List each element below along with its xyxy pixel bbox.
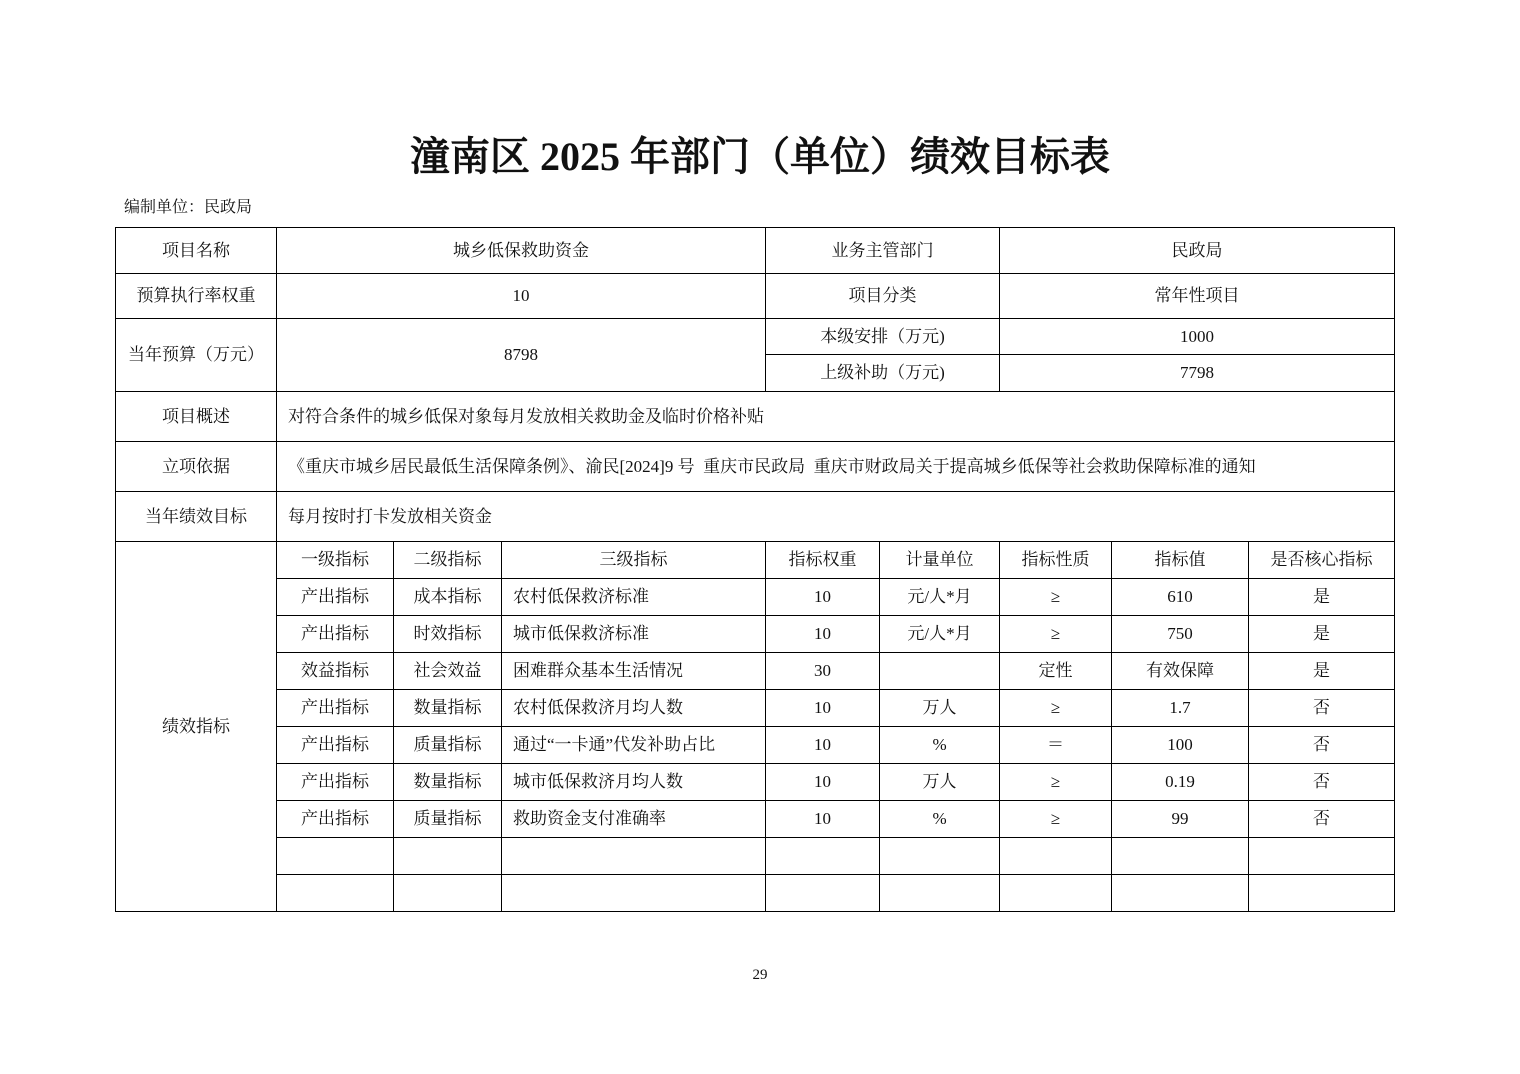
indicator-unit-cell: % — [880, 727, 1000, 764]
annual-budget-row — [116, 319, 1395, 355]
indicator-level1-cell: 产出指标 — [277, 690, 394, 727]
indicator-level1-cell — [277, 875, 394, 912]
indicator-level1-cell: 效益指标 — [277, 653, 394, 690]
indicator-nature-cell — [1000, 838, 1112, 875]
indicator-header-unit: 计量单位 — [880, 542, 1000, 579]
indicator-core-cell: 否 — [1249, 690, 1395, 727]
indicator-level2-cell: 社会效益 — [394, 653, 502, 690]
indicator-unit-cell: 万人 — [880, 764, 1000, 801]
upper-subsidy-label: 上级补助（万元) — [766, 355, 1000, 392]
annual-budget-label: 当年预算（万元） — [116, 319, 277, 392]
indicator-level3-cell: 救助资金支付准确率 — [502, 801, 766, 838]
indicator-nature-cell: ＝ — [1000, 727, 1112, 764]
page-title: 潼南区 2025 年部门（单位）绩效目标表 — [410, 134, 1110, 179]
indicator-level3-cell: 通过“一卡通”代发补助占比 — [502, 727, 766, 764]
indicator-row — [116, 838, 1395, 875]
indicator-unit-cell: 元/人*月 — [880, 579, 1000, 616]
indicator-core-cell: 是 — [1249, 579, 1395, 616]
indicator-level2-cell: 数量指标 — [394, 690, 502, 727]
project-name-value: 城乡低保救助资金 — [277, 228, 766, 274]
indicator-header-level2: 二级指标 — [394, 542, 502, 579]
indicator-value-cell: 1.7 — [1112, 690, 1249, 727]
indicator-unit-cell — [880, 838, 1000, 875]
project-overview-value: 对符合条件的城乡低保对象每月发放相关救助金及临时价格补贴 — [277, 392, 1395, 442]
indicator-level3-cell: 农村低保救济标准 — [502, 579, 766, 616]
indicator-row — [116, 764, 1395, 801]
annual-budget-value: 8798 — [277, 319, 766, 392]
indicator-value-cell — [1112, 838, 1249, 875]
project-category-label: 项目分类 — [766, 274, 1000, 319]
indicator-level2-cell — [394, 875, 502, 912]
indicator-unit-cell: 万人 — [880, 690, 1000, 727]
indicator-level1-cell: 产出指标 — [277, 616, 394, 653]
supervising-dept-value: 民政局 — [1000, 228, 1395, 274]
indicator-value-cell — [1112, 875, 1249, 912]
indicator-header-value: 指标值 — [1112, 542, 1249, 579]
budget-weight-row — [116, 274, 1395, 319]
project-overview-row — [116, 392, 1395, 442]
page-number: 29 — [752, 967, 768, 983]
indicator-level3-cell — [502, 875, 766, 912]
indicator-core-cell: 否 — [1249, 801, 1395, 838]
indicator-weight-cell: 10 — [766, 764, 880, 801]
indicator-level2-cell: 质量指标 — [394, 801, 502, 838]
indicator-weight-cell: 10 — [766, 616, 880, 653]
indicator-level2-cell — [394, 838, 502, 875]
indicator-value-cell: 0.19 — [1112, 764, 1249, 801]
indicator-nature-cell: ≥ — [1000, 801, 1112, 838]
indicator-core-cell: 是 — [1249, 653, 1395, 690]
indicator-level2-cell: 时效指标 — [394, 616, 502, 653]
indicator-level1-cell: 产出指标 — [277, 579, 394, 616]
local-allocation-label: 本级安排（万元) — [766, 319, 1000, 355]
indicator-weight-cell — [766, 875, 880, 912]
indicator-level1-cell: 产出指标 — [277, 764, 394, 801]
indicator-level2-cell: 数量指标 — [394, 764, 502, 801]
local-allocation-value: 1000 — [1000, 319, 1395, 355]
indicator-row — [116, 616, 1395, 653]
upper-subsidy-value: 7798 — [1000, 355, 1395, 392]
indicator-row — [116, 801, 1395, 838]
indicator-header-nature: 指标性质 — [1000, 542, 1112, 579]
indicator-level1-cell: 产出指标 — [277, 801, 394, 838]
indicator-core-cell: 否 — [1249, 764, 1395, 801]
indicator-level2-cell: 成本指标 — [394, 579, 502, 616]
project-name-label: 项目名称 — [116, 228, 277, 274]
indicator-header-level1: 一级指标 — [277, 542, 394, 579]
indicator-nature-cell — [1000, 875, 1112, 912]
project-overview-label: 项目概述 — [116, 392, 277, 442]
indicator-level3-cell: 城市低保救济月均人数 — [502, 764, 766, 801]
indicator-weight-cell — [766, 838, 880, 875]
project-basis-label: 立项依据 — [116, 442, 277, 492]
indicator-value-cell: 750 — [1112, 616, 1249, 653]
indicator-core-cell — [1249, 875, 1395, 912]
indicator-unit-cell — [880, 653, 1000, 690]
indicator-unit-cell: % — [880, 801, 1000, 838]
indicator-core-cell: 是 — [1249, 616, 1395, 653]
indicator-level3-cell: 困难群众基本生活情况 — [502, 653, 766, 690]
performance-target-table — [115, 227, 1395, 912]
annual-goal-row — [116, 492, 1395, 542]
indicator-level2-cell: 质量指标 — [394, 727, 502, 764]
indicator-weight-cell: 10 — [766, 690, 880, 727]
indicator-header-weight: 指标权重 — [766, 542, 880, 579]
indicator-header-row — [116, 542, 1395, 579]
indicator-nature-cell: ≥ — [1000, 690, 1112, 727]
indicator-value-cell: 有效保障 — [1112, 653, 1249, 690]
indicator-value-cell: 99 — [1112, 801, 1249, 838]
indicator-unit-cell: 元/人*月 — [880, 616, 1000, 653]
indicator-header-core: 是否核心指标 — [1249, 542, 1395, 579]
indicator-level1-cell — [277, 838, 394, 875]
indicator-nature-cell: ≥ — [1000, 764, 1112, 801]
indicator-row — [116, 653, 1395, 690]
indicator-header-level3: 三级指标 — [502, 542, 766, 579]
indicator-row — [116, 727, 1395, 764]
indicator-nature-cell: ≥ — [1000, 579, 1112, 616]
indicator-level3-cell: 农村低保救济月均人数 — [502, 690, 766, 727]
indicator-nature-cell: 定性 — [1000, 653, 1112, 690]
budget-weight-value: 10 — [277, 274, 766, 319]
budget-weight-label: 预算执行率权重 — [116, 274, 277, 319]
indicator-weight-cell: 10 — [766, 801, 880, 838]
indicator-weight-cell: 10 — [766, 727, 880, 764]
supervising-dept-label: 业务主管部门 — [766, 228, 1000, 274]
performance-indicators-label: 绩效指标 — [116, 542, 277, 912]
indicator-row — [116, 875, 1395, 912]
indicator-nature-cell: ≥ — [1000, 616, 1112, 653]
indicator-value-cell: 610 — [1112, 579, 1249, 616]
project-basis-value: 《重庆市城乡居民最低生活保障条例》、渝民[2024]9 号 重庆市民政局 重庆市财政局关于提高城乡低保等社会救助保障标准的通知 — [277, 442, 1395, 492]
indicator-unit-cell — [880, 875, 1000, 912]
indicator-row — [116, 690, 1395, 727]
annual-goal-label: 当年绩效目标 — [116, 492, 277, 542]
project-category-value: 常年性项目 — [1000, 274, 1395, 319]
indicator-core-cell — [1249, 838, 1395, 875]
indicator-level1-cell: 产出指标 — [277, 727, 394, 764]
indicator-value-cell: 100 — [1112, 727, 1249, 764]
indicator-weight-cell: 30 — [766, 653, 880, 690]
annual-goal-value: 每月按时打卡发放相关资金 — [277, 492, 1395, 542]
indicator-core-cell: 否 — [1249, 727, 1395, 764]
indicator-level3-cell — [502, 838, 766, 875]
project-name-row — [116, 228, 1395, 274]
indicator-row — [116, 579, 1395, 616]
indicator-level3-cell: 城市低保救济标准 — [502, 616, 766, 653]
indicator-weight-cell: 10 — [766, 579, 880, 616]
compiling-unit: 编制单位：民政局 — [124, 199, 253, 216]
project-basis-row — [116, 442, 1395, 492]
